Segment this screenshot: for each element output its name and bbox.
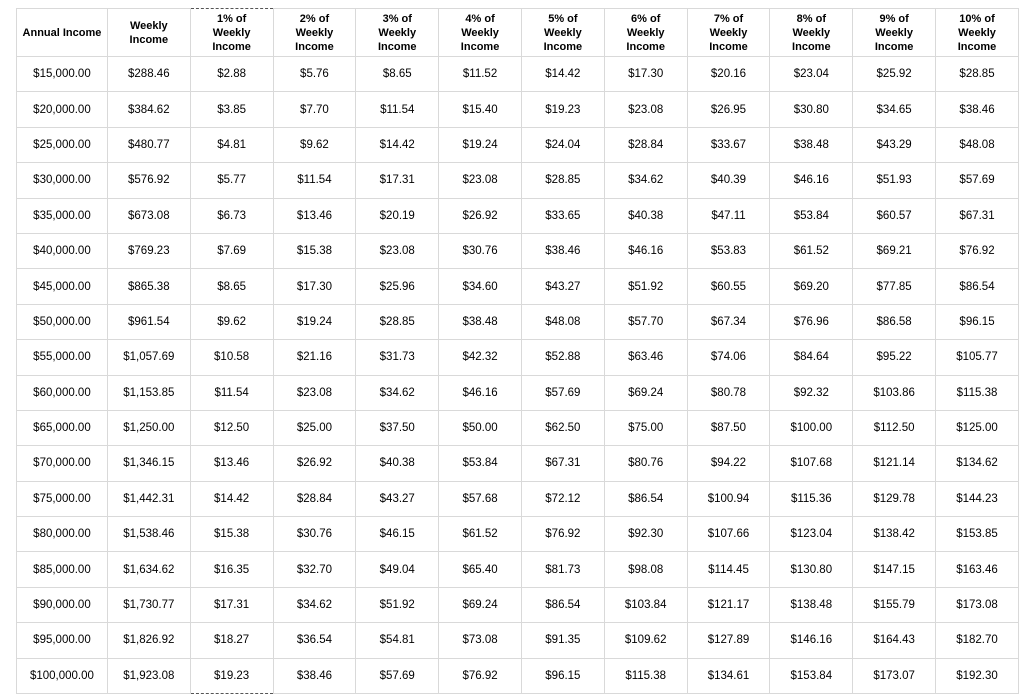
percent-value-cell: $28.84 <box>273 481 356 516</box>
column-header-line: Income <box>543 40 583 53</box>
annual-income-cell: $60,000.00 <box>17 375 108 410</box>
percent-value-cell: $100.94 <box>687 481 770 516</box>
percent-value-cell: $19.24 <box>439 127 522 162</box>
percent-value-cell: $138.48 <box>770 587 853 622</box>
percent-value-cell: $13.46 <box>190 446 273 481</box>
percent-value-cell: $36.54 <box>273 623 356 658</box>
percent-value-cell: $86.54 <box>521 587 604 622</box>
percent-value-cell: $57.69 <box>356 658 439 693</box>
annual-income-cell: $20,000.00 <box>17 92 108 127</box>
percent-value-cell: $115.38 <box>936 375 1019 410</box>
table-row <box>17 233 1019 268</box>
column-header-line: Weekly <box>626 26 665 39</box>
percent-value-cell: $25.00 <box>273 410 356 445</box>
percent-value-cell: $81.73 <box>521 552 604 587</box>
column-header-line: 2% of <box>299 12 330 25</box>
percent-value-cell: $60.55 <box>687 269 770 304</box>
annual-income-cell: $40,000.00 <box>17 233 108 268</box>
table-row <box>17 552 1019 587</box>
percent-value-cell: $21.16 <box>273 340 356 375</box>
column-header-line: Weekly <box>544 26 582 39</box>
percent-value-cell: $43.29 <box>853 127 936 162</box>
percent-value-cell: $26.92 <box>273 446 356 481</box>
percent-value-cell: $20.16 <box>687 57 770 92</box>
column-header-line: Weekly <box>461 26 499 39</box>
annual-income-cell: $65,000.00 <box>17 410 108 445</box>
percent-value-cell: $125.00 <box>936 410 1019 445</box>
percent-value-cell: $84.64 <box>770 340 853 375</box>
percent-value-cell: $33.65 <box>521 198 604 233</box>
percent-value-cell: $164.43 <box>853 623 936 658</box>
percent-value-cell: $19.23 <box>521 92 604 127</box>
percent-value-cell: $98.08 <box>604 552 687 587</box>
percent-value-cell: $72.12 <box>521 481 604 516</box>
percent-value-cell: $33.67 <box>687 127 770 162</box>
weekly-income-cell: $1,442.31 <box>107 481 190 516</box>
annual-income-cell: $90,000.00 <box>17 587 108 622</box>
column-header <box>439 9 522 57</box>
percent-value-cell: $52.88 <box>521 340 604 375</box>
percent-value-cell: $26.95 <box>687 92 770 127</box>
percent-value-cell: $61.52 <box>770 233 853 268</box>
percent-value-cell: $92.30 <box>604 517 687 552</box>
percent-value-cell: $95.22 <box>853 340 936 375</box>
column-header-line: Annual Income <box>22 26 102 39</box>
weekly-income-cell: $288.46 <box>107 57 190 92</box>
percent-value-cell: $51.92 <box>356 587 439 622</box>
percent-value-cell: $5.76 <box>273 57 356 92</box>
column-header-line: Income <box>212 40 251 53</box>
percent-value-cell: $15.40 <box>439 92 522 127</box>
percent-value-cell: $94.22 <box>687 446 770 481</box>
percent-value-cell: $17.31 <box>356 163 439 198</box>
percent-value-cell: $53.83 <box>687 233 770 268</box>
column-header <box>687 9 770 57</box>
percent-value-cell: $76.96 <box>770 304 853 339</box>
percent-value-cell: $92.32 <box>770 375 853 410</box>
percent-value-cell: $103.86 <box>853 375 936 410</box>
percent-value-cell: $17.30 <box>604 57 687 92</box>
percent-value-cell: $23.08 <box>273 375 356 410</box>
percent-value-cell: $17.30 <box>273 269 356 304</box>
percent-value-cell: $80.78 <box>687 375 770 410</box>
percent-value-cell: $18.27 <box>190 623 273 658</box>
column-header-line: 9% of <box>879 12 909 25</box>
percent-value-cell: $86.58 <box>853 304 936 339</box>
table-row <box>17 92 1019 127</box>
annual-income-cell: $45,000.00 <box>17 269 108 304</box>
column-header-line: Weekly <box>378 26 417 39</box>
income-percentage-sheet <box>16 8 1019 694</box>
percent-value-cell: $67.34 <box>687 304 770 339</box>
weekly-income-cell: $769.23 <box>107 233 190 268</box>
percent-value-cell: $114.45 <box>687 552 770 587</box>
percent-value-cell: $15.38 <box>273 233 356 268</box>
percent-value-cell: $62.50 <box>521 410 604 445</box>
percent-value-cell: $40.39 <box>687 163 770 198</box>
percent-value-cell: $121.17 <box>687 587 770 622</box>
weekly-income-cell: $1,153.85 <box>107 375 190 410</box>
column-header-line: Weekly <box>709 26 748 39</box>
column-header-line: Income <box>295 40 334 53</box>
percent-value-cell: $50.00 <box>439 410 522 445</box>
percent-value-cell: $43.27 <box>356 481 439 516</box>
percent-value-cell: $31.73 <box>356 340 439 375</box>
percent-value-cell: $6.73 <box>190 198 273 233</box>
percent-value-cell: $153.85 <box>936 517 1019 552</box>
column-header-line: Weekly <box>875 26 913 39</box>
annual-income-cell: $100,000.00 <box>17 658 108 693</box>
percent-value-cell: $57.68 <box>439 481 522 516</box>
percent-value-cell: $34.62 <box>604 163 687 198</box>
column-header-line: Income <box>957 40 997 53</box>
column-header-line: 6% of <box>631 12 661 25</box>
table-row <box>17 446 1019 481</box>
percent-value-cell: $67.31 <box>936 198 1019 233</box>
percent-value-cell: $11.54 <box>356 92 439 127</box>
percent-value-cell: $7.70 <box>273 92 356 127</box>
percent-value-cell: $91.35 <box>521 623 604 658</box>
percent-value-cell: $30.76 <box>439 233 522 268</box>
percent-value-cell: $100.00 <box>770 410 853 445</box>
percent-value-cell: $57.69 <box>521 375 604 410</box>
percent-value-cell: $13.46 <box>273 198 356 233</box>
percent-value-cell: $30.76 <box>273 517 356 552</box>
column-header-line: Weekly <box>212 26 251 39</box>
percent-value-cell: $8.65 <box>190 269 273 304</box>
percent-value-cell: $34.60 <box>439 269 522 304</box>
column-header-line: Income <box>460 40 500 53</box>
percent-value-cell: $86.54 <box>604 481 687 516</box>
percent-value-cell: $109.62 <box>604 623 687 658</box>
weekly-income-cell: $673.08 <box>107 198 190 233</box>
column-header-line: Income <box>792 40 831 53</box>
percent-value-cell: $61.52 <box>439 517 522 552</box>
percent-value-cell: $28.84 <box>604 127 687 162</box>
percent-value-cell: $15.38 <box>190 517 273 552</box>
column-header-line: 7% of <box>713 12 744 25</box>
table-row <box>17 304 1019 339</box>
table-row <box>17 269 1019 304</box>
percent-value-cell: $26.92 <box>439 198 522 233</box>
column-header-line: Income <box>377 40 417 53</box>
percent-value-cell: $77.85 <box>853 269 936 304</box>
percent-value-cell: $24.04 <box>521 127 604 162</box>
percent-value-cell: $53.84 <box>770 198 853 233</box>
percent-value-cell: $4.81 <box>190 127 273 162</box>
percent-value-cell: $48.08 <box>936 127 1019 162</box>
annual-income-cell: $75,000.00 <box>17 481 108 516</box>
column-header <box>604 9 687 57</box>
percent-value-cell: $38.46 <box>936 92 1019 127</box>
percent-value-cell: $173.07 <box>853 658 936 693</box>
percent-value-cell: $34.62 <box>356 375 439 410</box>
percent-value-cell: $121.14 <box>853 446 936 481</box>
column-header <box>770 9 853 57</box>
percent-value-cell: $30.80 <box>770 92 853 127</box>
column-header <box>273 9 356 57</box>
annual-income-cell: $50,000.00 <box>17 304 108 339</box>
annual-income-cell: $25,000.00 <box>17 127 108 162</box>
percent-value-cell: $134.62 <box>936 446 1019 481</box>
percent-value-cell: $10.58 <box>190 340 273 375</box>
column-header <box>17 9 108 57</box>
percent-value-cell: $80.76 <box>604 446 687 481</box>
percent-value-cell: $65.40 <box>439 552 522 587</box>
weekly-income-cell: $384.62 <box>107 92 190 127</box>
column-header-line: Income <box>709 40 748 53</box>
percent-value-cell: $129.78 <box>853 481 936 516</box>
weekly-income-cell: $576.92 <box>107 163 190 198</box>
percent-value-cell: $134.61 <box>687 658 770 693</box>
header-row <box>17 9 1019 57</box>
weekly-income-cell: $865.38 <box>107 269 190 304</box>
table-row <box>17 658 1019 693</box>
column-header-line: Weekly <box>129 19 168 32</box>
column-header-line: 4% of <box>465 12 495 25</box>
percent-value-cell: $87.50 <box>687 410 770 445</box>
percent-value-cell: $11.52 <box>439 57 522 92</box>
percent-value-cell: $76.92 <box>439 658 522 693</box>
percent-value-cell: $11.54 <box>273 163 356 198</box>
percent-value-cell: $155.79 <box>853 587 936 622</box>
percent-value-cell: $127.89 <box>687 623 770 658</box>
percent-value-cell: $23.08 <box>356 233 439 268</box>
percent-value-cell: $37.50 <box>356 410 439 445</box>
annual-income-cell: $55,000.00 <box>17 340 108 375</box>
percent-value-cell: $12.50 <box>190 410 273 445</box>
percent-value-cell: $192.30 <box>936 658 1019 693</box>
percent-value-cell: $23.08 <box>439 163 522 198</box>
percent-value-cell: $69.24 <box>439 587 522 622</box>
percent-value-cell: $69.21 <box>853 233 936 268</box>
percent-value-cell: $34.65 <box>853 92 936 127</box>
column-header <box>521 9 604 57</box>
percent-value-cell: $86.54 <box>936 269 1019 304</box>
column-header-line: Income <box>129 33 169 46</box>
percent-value-cell: $11.54 <box>190 375 273 410</box>
percent-value-cell: $105.77 <box>936 340 1019 375</box>
percent-value-cell: $5.77 <box>190 163 273 198</box>
table-row <box>17 375 1019 410</box>
weekly-income-cell: $1,538.46 <box>107 517 190 552</box>
column-header-line: 3% of <box>382 12 412 25</box>
percent-value-cell: $9.62 <box>273 127 356 162</box>
percent-value-cell: $40.38 <box>356 446 439 481</box>
column-header-line: Weekly <box>792 26 831 39</box>
column-header-line: 1% of <box>216 12 247 25</box>
percent-value-cell: $153.84 <box>770 658 853 693</box>
percent-value-cell: $76.92 <box>521 517 604 552</box>
percent-value-cell: $19.23 <box>190 658 273 693</box>
weekly-income-cell: $1,923.08 <box>107 658 190 693</box>
column-header-line: Income <box>626 40 665 53</box>
annual-income-cell: $35,000.00 <box>17 198 108 233</box>
percent-value-cell: $17.31 <box>190 587 273 622</box>
table-header <box>17 9 1019 57</box>
percent-value-cell: $38.48 <box>439 304 522 339</box>
percent-value-cell: $115.36 <box>770 481 853 516</box>
percent-value-cell: $69.24 <box>604 375 687 410</box>
table-row <box>17 198 1019 233</box>
column-header <box>356 9 439 57</box>
table-row <box>17 127 1019 162</box>
percent-value-cell: $16.35 <box>190 552 273 587</box>
percent-value-cell: $42.32 <box>439 340 522 375</box>
weekly-income-cell: $1,346.15 <box>107 446 190 481</box>
percent-value-cell: $63.46 <box>604 340 687 375</box>
percent-value-cell: $51.92 <box>604 269 687 304</box>
percent-value-cell: $48.08 <box>521 304 604 339</box>
column-header-line: 8% of <box>796 12 826 25</box>
percent-value-cell: $47.11 <box>687 198 770 233</box>
column-header-line: Weekly <box>958 26 996 39</box>
percent-value-cell: $75.00 <box>604 410 687 445</box>
table-row <box>17 481 1019 516</box>
table-row <box>17 340 1019 375</box>
percent-value-cell: $49.04 <box>356 552 439 587</box>
percent-value-cell: $73.08 <box>439 623 522 658</box>
table-row <box>17 163 1019 198</box>
percent-value-cell: $115.38 <box>604 658 687 693</box>
percent-value-cell: $173.08 <box>936 587 1019 622</box>
weekly-income-cell: $1,730.77 <box>107 587 190 622</box>
percent-value-cell: $40.38 <box>604 198 687 233</box>
column-header-line: Weekly <box>295 26 334 39</box>
percent-value-cell: $14.42 <box>190 481 273 516</box>
annual-income-cell: $85,000.00 <box>17 552 108 587</box>
percent-value-cell: $163.46 <box>936 552 1019 587</box>
percent-value-cell: $7.69 <box>190 233 273 268</box>
table-body <box>17 57 1019 694</box>
percent-value-cell: $2.88 <box>190 57 273 92</box>
percent-value-cell: $67.31 <box>521 446 604 481</box>
column-header-line: 10% of <box>959 12 995 25</box>
percent-value-cell: $23.08 <box>604 92 687 127</box>
table-row <box>17 57 1019 92</box>
percent-value-cell: $38.46 <box>273 658 356 693</box>
annual-income-cell: $15,000.00 <box>17 57 108 92</box>
percent-value-cell: $9.62 <box>190 304 273 339</box>
percent-value-cell: $53.84 <box>439 446 522 481</box>
percent-value-cell: $14.42 <box>356 127 439 162</box>
percent-value-cell: $74.06 <box>687 340 770 375</box>
percent-value-cell: $123.04 <box>770 517 853 552</box>
percent-value-cell: $144.23 <box>936 481 1019 516</box>
percent-value-cell: $147.15 <box>853 552 936 587</box>
column-header <box>853 9 936 57</box>
annual-income-cell: $95,000.00 <box>17 623 108 658</box>
table-row <box>17 517 1019 552</box>
annual-income-cell: $80,000.00 <box>17 517 108 552</box>
column-header-line: 5% of <box>548 12 578 25</box>
percent-value-cell: $46.15 <box>356 517 439 552</box>
percent-value-cell: $14.42 <box>521 57 604 92</box>
weekly-income-cell: $961.54 <box>107 304 190 339</box>
column-header <box>107 9 190 57</box>
percent-value-cell: $46.16 <box>770 163 853 198</box>
percent-value-cell: $138.42 <box>853 517 936 552</box>
percent-value-cell: $57.69 <box>936 163 1019 198</box>
percent-value-cell: $46.16 <box>439 375 522 410</box>
weekly-income-cell: $1,826.92 <box>107 623 190 658</box>
column-header <box>190 9 273 57</box>
percent-value-cell: $34.62 <box>273 587 356 622</box>
percent-value-cell: $38.46 <box>521 233 604 268</box>
percent-value-cell: $28.85 <box>356 304 439 339</box>
income-table <box>16 8 1019 694</box>
percent-value-cell: $69.20 <box>770 269 853 304</box>
percent-value-cell: $76.92 <box>936 233 1019 268</box>
percent-value-cell: $51.93 <box>853 163 936 198</box>
percent-value-cell: $20.19 <box>356 198 439 233</box>
percent-value-cell: $60.57 <box>853 198 936 233</box>
table-row <box>17 623 1019 658</box>
percent-value-cell: $146.16 <box>770 623 853 658</box>
column-header-line: Income <box>874 40 914 53</box>
percent-value-cell: $96.15 <box>521 658 604 693</box>
percent-value-cell: $3.85 <box>190 92 273 127</box>
percent-value-cell: $130.80 <box>770 552 853 587</box>
table-row <box>17 587 1019 622</box>
percent-value-cell: $54.81 <box>356 623 439 658</box>
weekly-income-cell: $1,057.69 <box>107 340 190 375</box>
percent-value-cell: $32.70 <box>273 552 356 587</box>
percent-value-cell: $19.24 <box>273 304 356 339</box>
annual-income-cell: $30,000.00 <box>17 163 108 198</box>
weekly-income-cell: $1,634.62 <box>107 552 190 587</box>
percent-value-cell: $57.70 <box>604 304 687 339</box>
percent-value-cell: $112.50 <box>853 410 936 445</box>
weekly-income-cell: $1,250.00 <box>107 410 190 445</box>
percent-value-cell: $182.70 <box>936 623 1019 658</box>
table-row <box>17 410 1019 445</box>
percent-value-cell: $46.16 <box>604 233 687 268</box>
annual-income-cell: $70,000.00 <box>17 446 108 481</box>
weekly-income-cell: $480.77 <box>107 127 190 162</box>
percent-value-cell: $25.96 <box>356 269 439 304</box>
percent-value-cell: $43.27 <box>521 269 604 304</box>
percent-value-cell: $25.92 <box>853 57 936 92</box>
percent-value-cell: $8.65 <box>356 57 439 92</box>
percent-value-cell: $107.66 <box>687 517 770 552</box>
column-header <box>936 9 1019 57</box>
percent-value-cell: $23.04 <box>770 57 853 92</box>
percent-value-cell: $103.84 <box>604 587 687 622</box>
percent-value-cell: $28.85 <box>521 163 604 198</box>
percent-value-cell: $96.15 <box>936 304 1019 339</box>
percent-value-cell: $28.85 <box>936 57 1019 92</box>
percent-value-cell: $107.68 <box>770 446 853 481</box>
percent-value-cell: $38.48 <box>770 127 853 162</box>
